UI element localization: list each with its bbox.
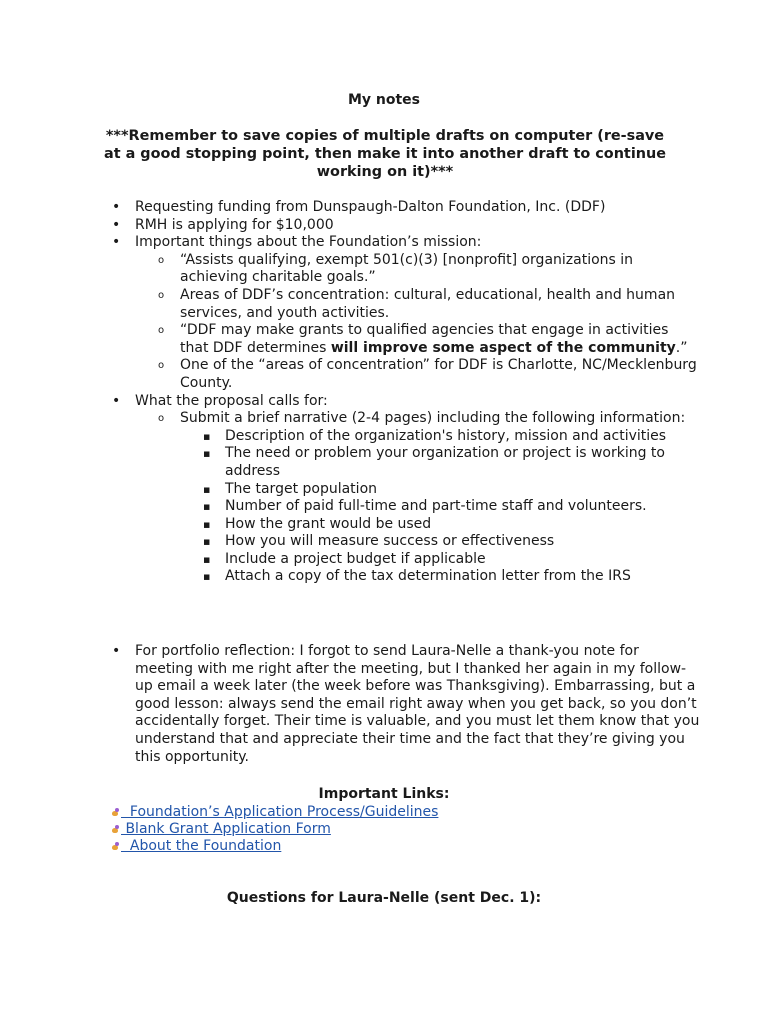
list-item [0, 234, 700, 392]
link-row [112, 821, 438, 838]
list-item: ▪ Include a project budget if applicable [180, 551, 700, 569]
link-bullet-icon [112, 825, 121, 834]
list-item: ▪ The target population [180, 481, 700, 499]
list-item: ▪ Attach a copy of the tax determination letter from the IRS [180, 568, 700, 586]
list-item: o “Assists qualifying, exempt 501(c)(3) [nonprofit] organizations in achieving charitable goals.” [135, 252, 700, 287]
list-item: • RMH is applying for $10,000 [0, 217, 700, 235]
list-item: ▪ Number of paid full-time and part-time staff and volunteers. [180, 498, 700, 516]
list-item: ▪ How the grant would be used [180, 516, 700, 534]
mission-heading: Important things about the Foundation’s mission: [135, 234, 482, 251]
link-row [112, 804, 438, 821]
links-list [112, 804, 438, 855]
guidelines-link[interactable]: Foundation’s Application Process/Guidelines [121, 804, 439, 820]
list-item: • Requesting funding from Dunspaugh-Dalton Foundation, Inc. (DDF) [0, 199, 700, 217]
narrative-items [180, 428, 700, 586]
list-item: o Areas of DDF’s concentration: cultural, educational, health and human services, and youth activities. [135, 287, 700, 322]
page-title: My notes [347, 92, 421, 108]
proposal-heading: What the proposal calls for: [135, 392, 328, 409]
about-foundation-link[interactable]: About the Foundation [121, 838, 282, 854]
quote-text: “DDF may make grants to qualified agencies that engage in activities that DDF determines [180, 322, 669, 356]
links-heading: Important Links: [318, 786, 450, 802]
proposal-list [135, 410, 700, 586]
quote-emphasis: will improve some aspect of the community [330, 339, 676, 356]
list-item [0, 393, 700, 587]
mission-list [135, 252, 700, 393]
list-item [135, 410, 700, 586]
list-item: ▪ The need or problem your organization or project is working to address [180, 445, 700, 480]
questions-heading: Questions for Laura-Nelle (sent Dec. 1): [226, 890, 542, 906]
link-row [112, 838, 438, 855]
list-item [135, 322, 700, 357]
link-bullet-icon [112, 808, 121, 817]
list-item: ▪ How you will measure success or effectiveness [180, 533, 700, 551]
reflection-item: • For portfolio reflection: I forgot to send Laura-Nelle a thank-you note for meeting with me right after the meeting, but I thanked her again in my follow-up email a week later (the week before was Thanksgiving). Embarrassing, but a good lesson: always send the email right away when you get back, so you don’t accidentally forget. Their time is valuable, and you must let them know that you understand that and appreciate their time and the fact that they’re giving you this opportunity. [0, 643, 700, 766]
save-reminder: ***Remember to save copies of multiple drafts on computer (re-save at a good stopping point, then make it into another draft to continue working on it)*** [103, 128, 666, 181]
quote-end: .” [675, 339, 688, 356]
link-bullet-icon [112, 842, 121, 851]
list-item: o One of the “areas of concentration” for DDF is Charlotte, NC/Mecklenburg County. [135, 357, 700, 392]
list-item: ▪ Description of the organization's history, mission and activities [180, 428, 700, 446]
reflection-list [0, 643, 700, 766]
application-form-link[interactable]: Blank Grant Application Form [121, 821, 331, 837]
narrative-text: Submit a brief narrative (2-4 pages) including the following information: [180, 410, 686, 427]
notes-list [0, 199, 700, 586]
